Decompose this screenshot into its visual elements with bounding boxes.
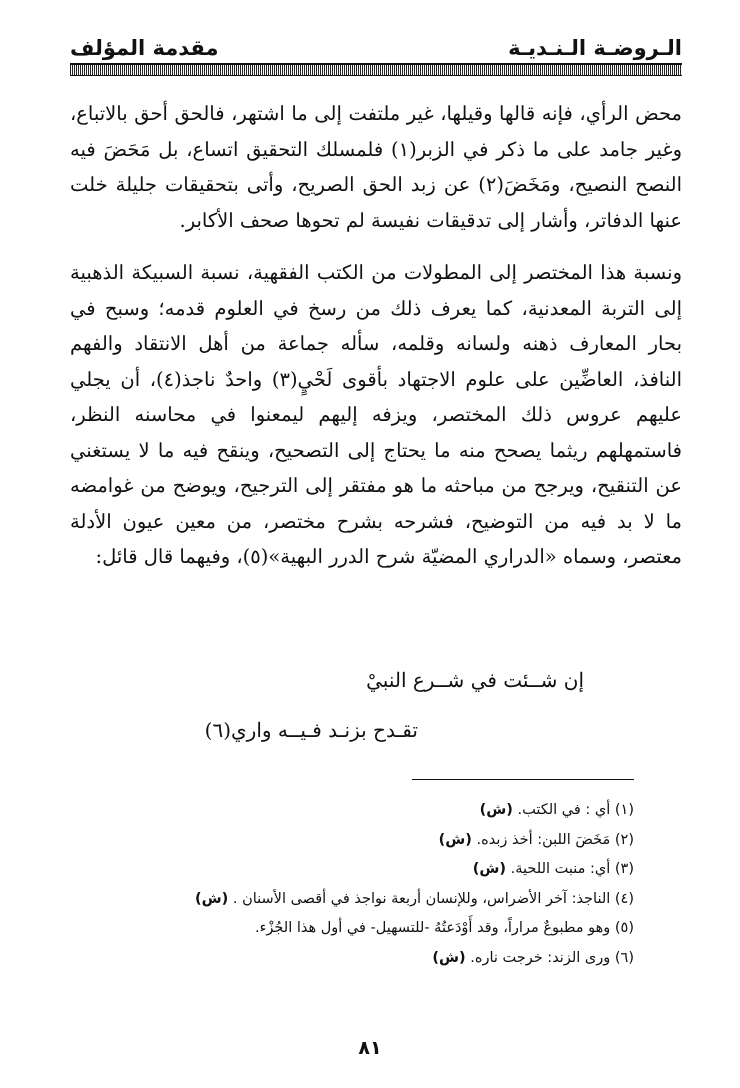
main-text [70, 96, 682, 575]
running-header [70, 30, 682, 60]
footnote-text: (١) أي : في الكتب. [517, 802, 634, 818]
footnote-text: (٤) الناجذ: آخر الأضراس، وللإنسان أربعة نواجذ في أقصى الأسنان . [232, 890, 634, 907]
footnote-text: (٢) مَخَضَ اللبن: أخذ زبده. [476, 831, 634, 848]
footnote [120, 914, 634, 944]
paragraph-1: محض الرأي، فإنه قالها وقيلها، غير ملتفت إلى ما اشتهر، فالحق أحق بالاتباع، وغير جامد على ما ذكر في الزبر(١) فلمسلك التحقيق اتساع، بل مَحَضَ فيه النصح النصيح، ومَخَضَ(٢) عن زبد الحق الصريح، وأتى بتحقيقات جليلة خلت عنها الدفاتر، وأشار إلى تدقيقات نفيسة لم تحوها صحف الأكابر. [70, 102, 682, 232]
footnote-separator [412, 779, 634, 780]
footnote [120, 855, 634, 885]
book-title: الـروضـة الـنـديـة [508, 36, 682, 60]
verse-line-1: إن شــئت في شــرع النبيْ [366, 668, 584, 692]
page-number: ٨١ [358, 1037, 382, 1059]
footnote [120, 796, 634, 826]
paragraph-2: ونسبة هذا المختصر إلى المطولات من الكتب الفقهية، نسبة السبيكة الذهبية إلى التربة المعدنية، كما يعرف ذلك من رسخ في العلوم قدمه؛ وسبح في بحار المعارف ذهنه ولسانه وقلمه، سأله جماعة من أهل الانتقاد والفهم النافذ، العاضِّين على علوم الاجتهاد بأقوى لَحْيٍ(٣) واحدٌ ناجذ(٤)، أن يجلي عليهم عروس ذلك المختصر، ويزفه إليهم ليمعنوا في محاسنه النظر، فاستمهلهم ريثما يصحح منه ما يحتاج إلى التصحيح، وينقح فيه ما لا يستغني عن التنقيح، ويرجح من مباحثه ما هو مفتقر إلى الترجيح، ويوضح من غوامضه ما لا بد فيه من التوضيح، فشرحه بشرح مختصر، من معين عيون الأدلة معتصر، وسماه «الدراري المضيّة شرح الدرر البهية»(٥)، وفيهما قال قائل: [70, 261, 682, 568]
footnote [120, 826, 634, 856]
footnote [120, 944, 634, 974]
footnote-text: (٦) ورى الزند: خرجت ناره. [470, 949, 634, 966]
section-title: مقدمة المؤلف [70, 36, 219, 60]
footnote-text: (٥) وهو مطبوعٌ مراراً، وقد أَوْدَعتُهُ -للتسهيل- في أول هذا الجُزْء. [254, 920, 634, 936]
verse-line-2: تقـدح بزنـد فـيــه واري(٦) [204, 718, 418, 742]
header-rule [70, 63, 682, 76]
footnote-mark: (ش) [472, 861, 507, 877]
footnote-text: (٣) أي: منبت اللحية. [510, 861, 634, 877]
footnote-mark: (ش) [194, 890, 229, 907]
footnotes [120, 796, 634, 973]
footnote-mark: (ش) [438, 831, 472, 848]
footnote-mark: (ش) [432, 949, 466, 966]
footnote-mark: (ش) [479, 802, 513, 818]
footnote [120, 885, 634, 915]
